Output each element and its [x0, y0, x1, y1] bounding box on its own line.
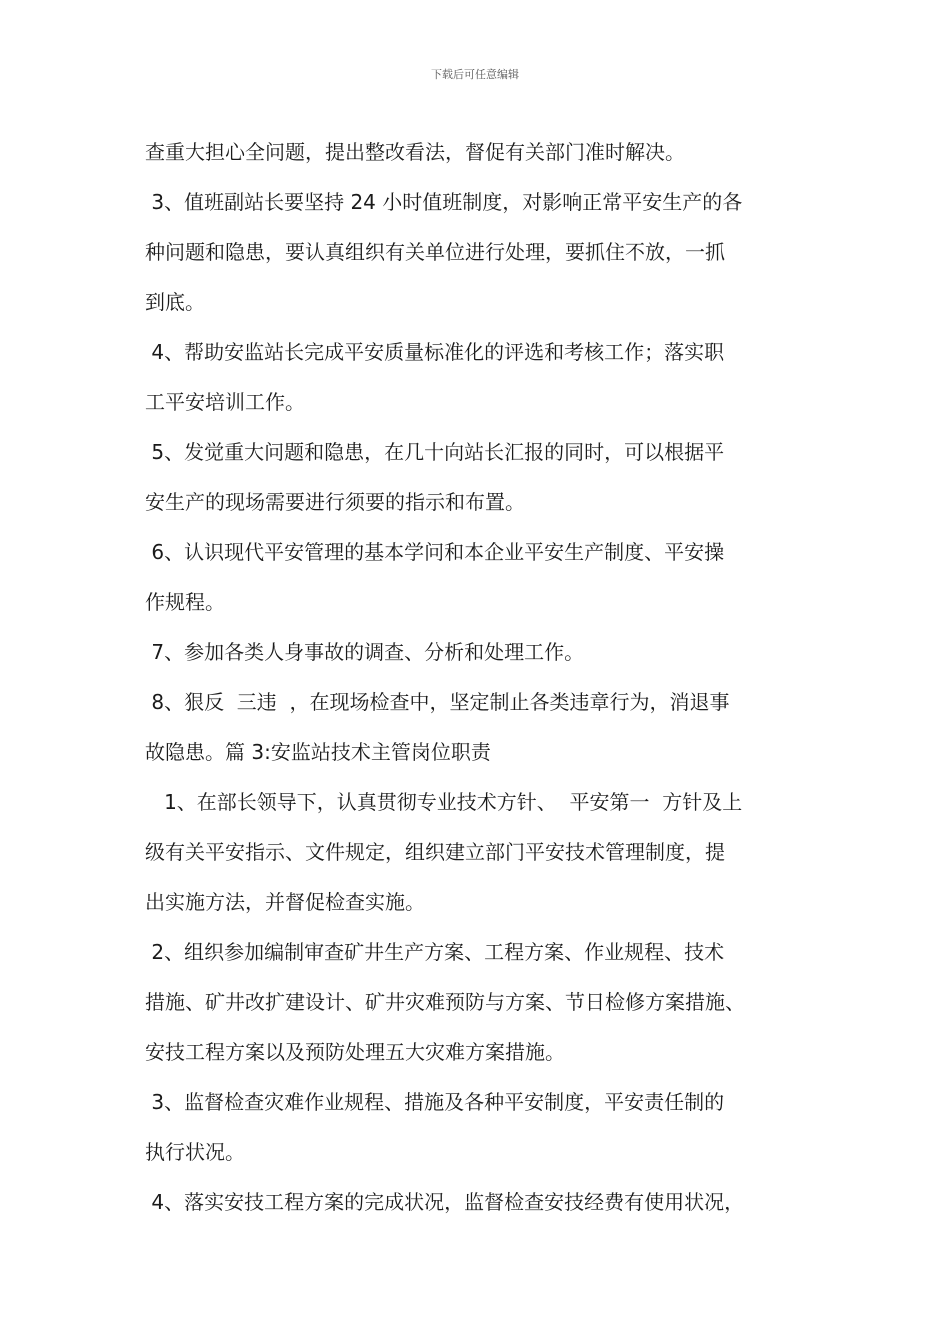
text-line: 出实施方法，并督促检查实施。	[145, 890, 425, 914]
text-line: 8、狠反 三违 ，在现场检查中，坚定制止各类违章行为，消退事	[145, 690, 730, 714]
text-line: 种问题和隐患，要认真组织有关单位进行处理，要抓住不放，一抓	[145, 240, 725, 264]
text-line: 措施、矿井改扩建设计、矿井灾难预防与方案、节日检修方案措施、	[145, 990, 745, 1014]
text-line: 工平安培训工作。	[145, 390, 305, 414]
text-line: 故隐患。篇 3:安监站技术主管岗位职责	[145, 740, 491, 764]
text-line: 安生产的现场需要进行须要的指示和布置。	[145, 490, 525, 514]
text-line: 1、在部长领导下，认真贯彻专业技术方针、 平安第一 方针及上	[145, 790, 743, 814]
text-line: 执行状况。	[145, 1140, 245, 1164]
text-line: 安技工程方案以及预防处理五大灾难方案措施。	[145, 1040, 565, 1064]
text-line: 级有关平安指示、文件规定，组织建立部门平安技术管理制度，提	[145, 840, 725, 864]
text-line: 4、帮助安监站长完成平安质量标准化的评选和考核工作；落实职	[145, 340, 725, 364]
text-line: 作规程。	[145, 590, 225, 614]
text-line: 3、监督检查灾难作业规程、措施及各种平安制度，平安责任制的	[145, 1090, 725, 1114]
text-line: 3、值班副站长要坚持 24 小时值班制度，对影响正常平安生产的各	[145, 190, 743, 214]
text-line: 6、认识现代平安管理的基本学问和本企业平安生产制度、平安操	[145, 540, 725, 564]
text-line: 2、组织参加编制审查矿井生产方案、工程方案、作业规程、技术	[145, 940, 725, 964]
document-body	[145, 127, 835, 1227]
text-line: 到底。	[145, 290, 205, 314]
page-header: 下载后可任意编辑	[431, 68, 519, 81]
text-line: 查重大担心全问题，提出整改看法，督促有关部门准时解决。	[145, 140, 685, 164]
text-line: 4、落实安技工程方案的完成状况，监督检查安技经费有使用状况，	[145, 1190, 745, 1214]
text-line: 5、发觉重大问题和隐患，在几十向站长汇报的同时，可以根据平	[145, 440, 725, 464]
text-line: 7、参加各类人身事故的调查、分析和处理工作。	[145, 640, 585, 664]
